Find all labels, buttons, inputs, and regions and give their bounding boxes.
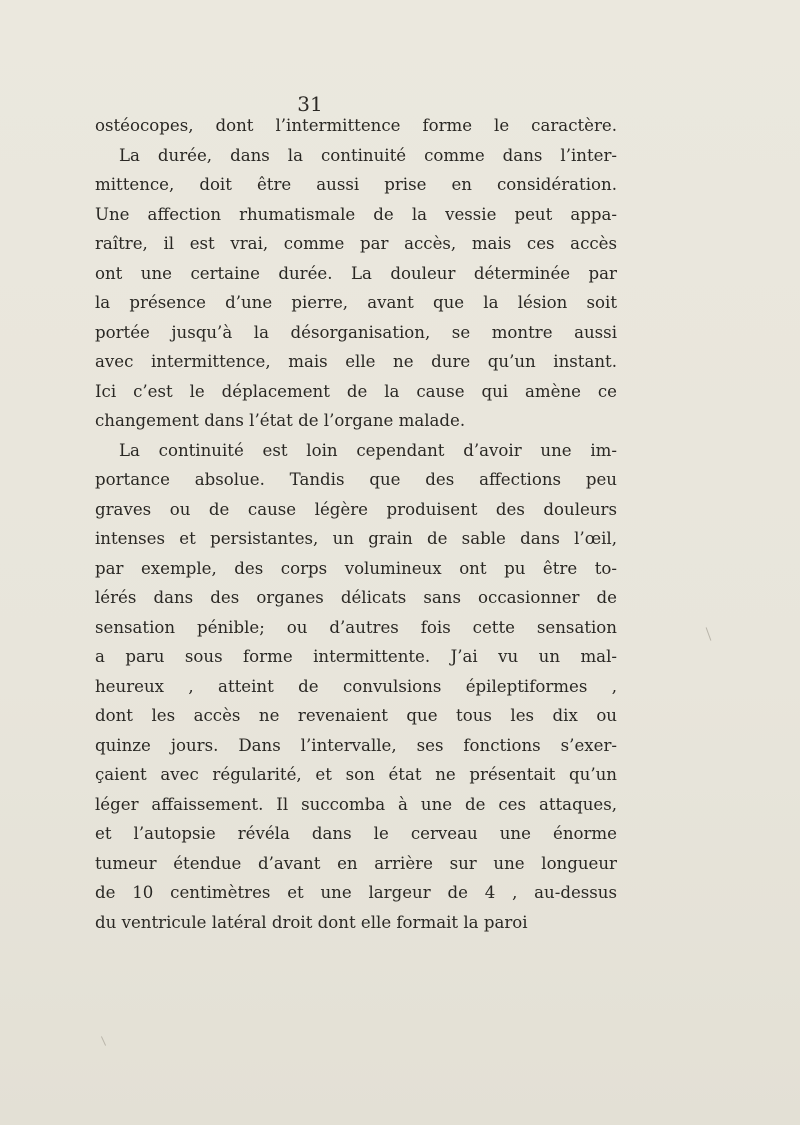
text-line: avec intermittence, mais elle ne dure qu’un instant. — [95, 352, 617, 371]
text-line: portée jusqu’à la désorganisation, se montre aussi — [95, 322, 617, 342]
text-line: La durée, dans la continuité comme dans l’inter- — [119, 145, 617, 165]
text-line: graves ou de cause légère produisent des douleurs — [95, 499, 617, 519]
text-line: léger affaissement. Il succomba à une de ces attaques, — [95, 794, 617, 814]
text-line: La continuité est loin cependant d’avoir une im- — [119, 440, 617, 460]
text-line: de 10 centimètres et une largeur de 4 , au-dessus — [95, 883, 617, 902]
text-line: raître, il est vrai, comme par accès, mais ces accès — [95, 234, 617, 253]
text-line: changement dans l’état de l’organe malade. — [95, 411, 466, 430]
text-line: Une affection rhumatismale de la vessie peut appa- — [95, 204, 617, 224]
text-line: heureux , atteint de convulsions épileptiformes , — [95, 676, 617, 696]
text-line: tumeur étendue d’avant en arrière sur une longueur — [95, 853, 617, 873]
text-line: du ventricule latéral droit dont elle formait la paroi — [95, 912, 528, 932]
text-line: intenses et persistantes, un grain de sable dans l’œil, — [95, 529, 617, 548]
text-line: ont une certaine durée. La douleur déterminée par — [95, 263, 617, 283]
paper-mark — [101, 1036, 106, 1045]
text-line: la présence d’une pierre, avant que la lésion soit — [95, 293, 617, 312]
text-line: portance absolue. Tandis que des affections peu — [95, 470, 617, 489]
text-line: quinze jours. Dans l’intervalle, ses fonctions s’exer- — [95, 735, 617, 755]
text-line: lérés dans des organes délicats sans occasionner de — [95, 588, 617, 607]
text-line: ostéocopes, dont l’intermittence forme le caractère. — [95, 116, 617, 135]
paper-mark — [706, 627, 712, 640]
text-line: çaient avec régularité, et son état ne présentait qu’un — [95, 765, 617, 784]
text-line: dont les accès ne revenaient que tous les dix ou — [95, 706, 617, 725]
text-line: et l’autopsie révéla dans le cerveau une énorme — [95, 824, 617, 843]
text-line: sensation pénible; ou d’autres fois cette sensation — [95, 617, 617, 637]
text-line: Ici c’est le déplacement de la cause qui amène ce — [95, 381, 617, 401]
text-line: par exemple, des corps volumineux ont pu être to- — [95, 558, 617, 578]
body-text — [95, 111, 617, 937]
text-line: a paru sous forme intermittente. J’ai vu un mal- — [95, 647, 617, 666]
page-number: 31 — [297, 92, 323, 116]
text-line: mittence, doit être aussi prise en considération. — [95, 175, 617, 194]
